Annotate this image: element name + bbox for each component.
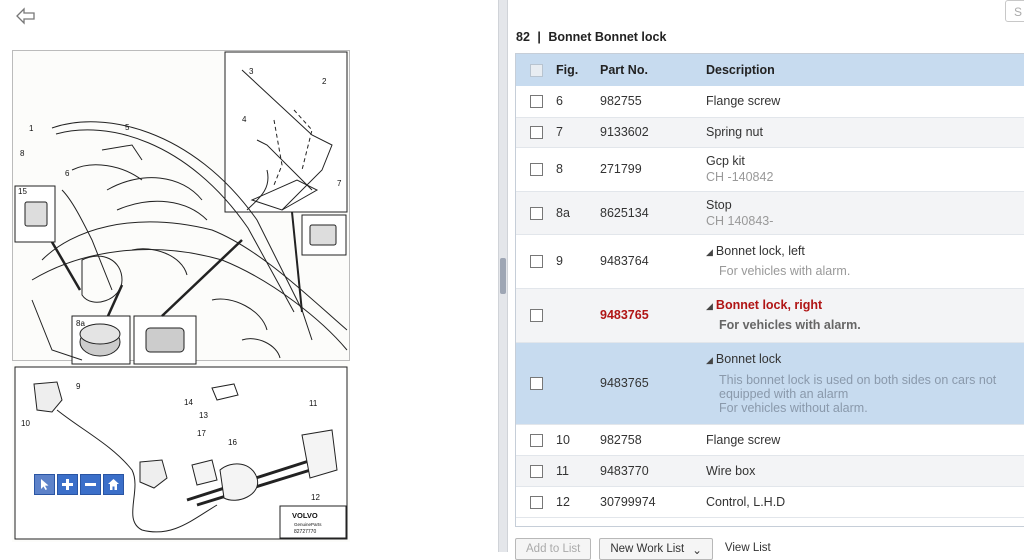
callout-4: 4 [242, 115, 247, 124]
row-description: Flange screw [706, 432, 781, 447]
table-row[interactable] [516, 517, 1024, 527]
pane-splitter[interactable] [498, 0, 508, 552]
row-checkbox[interactable] [530, 434, 543, 447]
search-button[interactable]: S [1005, 0, 1024, 22]
row-description-note: CH 140843- [706, 213, 774, 228]
row-description-note: For vehicles with alarm. [719, 318, 861, 332]
row-checkbox[interactable] [530, 163, 543, 176]
home-icon [106, 477, 121, 492]
row-fig: 8 [556, 162, 563, 176]
select-all-checkbox[interactable] [530, 64, 543, 77]
row-description: Control, L.H.D [706, 494, 786, 509]
zoom-toolbar [34, 474, 124, 495]
zoom-out-button[interactable] [80, 474, 101, 495]
callout-15: 15 [18, 187, 27, 196]
table-row[interactable] [516, 455, 1024, 486]
genuine-parts-label: GenuineParts [294, 522, 322, 527]
expand-triangle-icon[interactable]: ◢ [706, 301, 713, 311]
row-part-no[interactable]: 9483764 [600, 254, 649, 268]
row-checkbox[interactable] [530, 126, 543, 139]
chevron-down-icon: ⌄ [692, 545, 702, 557]
row-part-no[interactable]: 9483770 [600, 463, 649, 478]
exploded-parts-diagram[interactable] [12, 50, 350, 542]
pointer-tool-button[interactable] [34, 474, 55, 495]
callout-1: 1 [29, 124, 34, 133]
row-description: Bonnet lock, left [715, 244, 805, 258]
callout-7: 7 [337, 179, 342, 188]
table-row[interactable] [516, 86, 1024, 117]
row-description-note: For vehicles without alarm. [719, 400, 868, 415]
callout-16: 16 [228, 438, 237, 447]
row-fig [556, 342, 600, 424]
callout-11: 11 [309, 399, 318, 408]
splitter-grip[interactable] [500, 258, 506, 294]
new-work-list-select[interactable] [599, 538, 713, 560]
diagram-pane [0, 0, 498, 552]
section-number: 82 [516, 30, 530, 44]
callout-3: 3 [249, 67, 254, 76]
row-fig: 9 [556, 254, 563, 268]
row-description: Bonnet lock, right [715, 298, 823, 312]
row-part-no[interactable]: 982755 [600, 94, 642, 109]
row-fig: 11 [556, 463, 569, 478]
row-fig: 7 [556, 125, 563, 139]
back-arrow-icon[interactable] [14, 6, 38, 26]
table-row[interactable] [516, 234, 1024, 288]
callout-10: 10 [21, 419, 30, 428]
callout-5: 5 [125, 123, 130, 132]
zoom-in-button[interactable] [57, 474, 78, 495]
row-description-note: This bonnet lock is used on both sides on cars not [719, 372, 997, 387]
row-checkbox[interactable] [530, 377, 543, 390]
row-checkbox[interactable] [530, 207, 543, 220]
new-work-list-label: New Work List [610, 543, 685, 555]
callout-2: 2 [322, 77, 327, 86]
table-row[interactable] [516, 147, 1024, 191]
row-part-no[interactable]: 8625134 [600, 205, 649, 220]
table-header-row [516, 54, 1024, 86]
column-header-part-no[interactable]: Part No. [600, 63, 648, 77]
callout-9: 9 [76, 382, 81, 391]
column-header-description[interactable]: Description [706, 63, 775, 77]
row-checkbox[interactable] [530, 465, 543, 478]
row-description: Spring nut [706, 125, 763, 139]
callout-17: 17 [197, 429, 206, 438]
row-fig: 12 [556, 494, 570, 509]
column-header-fig[interactable]: Fig. [556, 63, 579, 77]
callout-14: 14 [184, 398, 193, 407]
row-fig: 6 [556, 94, 563, 109]
title-separator: | [537, 30, 541, 44]
parts-list-pane [508, 0, 1024, 557]
row-description: Wire box [706, 463, 756, 478]
section-title: Bonnet Bonnet lock [548, 30, 667, 44]
row-checkbox[interactable] [530, 309, 543, 322]
plus-icon [60, 477, 75, 492]
callout-8a: 8a [76, 319, 85, 328]
callout-8: 8 [20, 149, 25, 158]
callout-6: 6 [65, 169, 70, 178]
row-part-no[interactable]: 9483765 [600, 308, 649, 322]
expand-triangle-icon[interactable]: ◢ [706, 247, 713, 257]
row-checkbox[interactable] [530, 255, 543, 268]
table-row[interactable] [516, 191, 1024, 234]
table-row[interactable] [516, 486, 1024, 517]
diagram-ref: 82727770 [294, 529, 317, 535]
expand-triangle-icon[interactable]: ◢ [706, 354, 713, 365]
table-row[interactable] [516, 424, 1024, 455]
page-title [516, 30, 666, 44]
row-part-no[interactable]: 982758 [600, 432, 642, 447]
view-list-link[interactable]: View List [724, 542, 771, 554]
callout-13: 13 [199, 411, 208, 420]
callout-12: 12 [311, 493, 320, 502]
row-part-no[interactable]: 9483765 [600, 376, 649, 390]
row-fig: 8a [556, 205, 570, 220]
row-part-no[interactable]: 271799 [600, 162, 642, 176]
cursor-icon [37, 477, 52, 492]
row-description: Bonnet lock [715, 351, 782, 366]
row-part-no[interactable]: 9133602 [600, 125, 649, 139]
row-description-note: equipped with an alarm [719, 386, 849, 401]
list-actions-bar [515, 538, 775, 558]
row-part-no[interactable]: 30799974 [600, 494, 656, 509]
minus-icon [83, 477, 98, 492]
table-row-selected[interactable] [516, 342, 1024, 424]
table-row[interactable] [516, 117, 1024, 147]
row-description: Flange screw [706, 94, 781, 109]
row-checkbox[interactable] [530, 496, 543, 509]
volvo-logo: VOLVO [292, 511, 318, 520]
row-fig [556, 288, 600, 342]
reset-view-button[interactable] [103, 474, 124, 495]
row-description-note: CH -140842 [706, 170, 774, 184]
parts-table [515, 53, 1024, 527]
row-description-note: For vehicles with alarm. [719, 264, 851, 278]
row-fig: 10 [556, 432, 570, 447]
add-to-list-button[interactable]: Add to List [515, 538, 591, 560]
table-row-highlighted[interactable] [516, 288, 1024, 342]
row-checkbox[interactable] [530, 95, 543, 108]
row-description: Stop [706, 197, 732, 212]
row-description: Gcp kit [706, 154, 745, 168]
